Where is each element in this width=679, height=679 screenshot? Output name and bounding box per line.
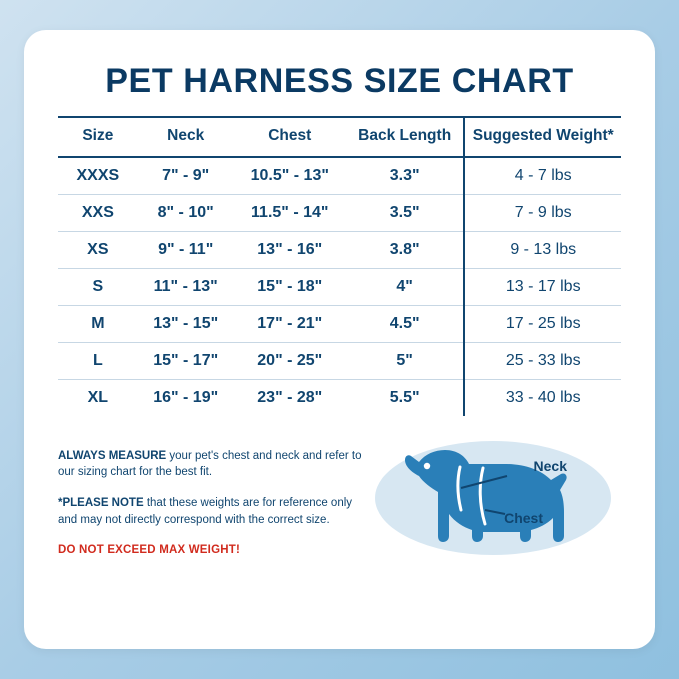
page-title: PET HARNESS SIZE CHART [105, 62, 574, 100]
cell-suggested-weight: 25 - 33 lbs [464, 342, 621, 379]
label-chest: Chest [504, 509, 543, 526]
cell-size: XXXS [58, 157, 138, 195]
cell-back-length: 5" [346, 342, 465, 379]
cell-neck: 16" - 19" [153, 388, 219, 406]
cell-chest: 17" - 21" [234, 305, 346, 342]
table-row [58, 305, 621, 342]
cell-chest: 10.5" - 13" [234, 157, 346, 195]
dog-diagram [373, 432, 621, 629]
note-please [58, 495, 373, 528]
table-row [58, 268, 621, 305]
cell-back-length: 3.5" [346, 194, 465, 231]
table-header [58, 118, 621, 157]
table-header-row [58, 118, 621, 157]
cell-suggested-weight: 4 - 7 lbs [464, 157, 621, 195]
cell-chest: 15" - 18" [234, 268, 346, 305]
footer-section [58, 432, 621, 629]
cell-chest: 13" - 16" [234, 231, 346, 268]
table-body [58, 157, 621, 416]
cell-size: XXS [58, 194, 138, 231]
cell-size: XL [87, 388, 109, 406]
cell-suggested-weight: 13 - 17 lbs [464, 268, 621, 305]
table-row [58, 157, 621, 195]
note-measure-strong: ALWAYS MEASURE [58, 449, 167, 462]
column-header-suggested-weight: Suggested Weight* [464, 118, 621, 157]
column-header-back-length: Back Length [346, 118, 465, 157]
table-row [58, 379, 621, 416]
label-neck: Neck [533, 457, 567, 474]
cell-size: XS [58, 231, 138, 268]
cell-size: L [58, 342, 138, 379]
cell-back-length: 3.3" [346, 157, 465, 195]
cell-suggested-weight: 9 - 13 lbs [464, 231, 621, 268]
table-row [58, 231, 621, 268]
cell-suggested-weight: 17 - 25 lbs [464, 305, 621, 342]
cell-chest: 23" - 28" [257, 388, 323, 406]
notes-block [58, 432, 373, 629]
note-please-rest: that these weights are for reference only and may not directly correspond with the correct size. [58, 497, 353, 526]
size-chart-card [24, 30, 655, 649]
cell-size: M [58, 305, 138, 342]
cell-suggested-weight: 7 - 9 lbs [464, 194, 621, 231]
cell-suggested-weight: 33 - 40 lbs [464, 379, 621, 416]
table-row [58, 342, 621, 379]
column-header-chest: Chest [234, 118, 346, 157]
note-measure-rest: your pet's chest and neck and refer to our sizing chart for the best fit. [58, 449, 362, 479]
cell-neck: 15" - 17" [138, 342, 234, 379]
warning-text: DO NOT EXCEED MAX WEIGHT! [58, 544, 240, 557]
cell-chest: 20" - 25" [234, 342, 346, 379]
size-chart-table [58, 118, 621, 416]
cell-chest: 11.5" - 14" [234, 194, 346, 231]
cell-back-length: 4.5" [346, 305, 465, 342]
column-header-neck: Neck [138, 118, 234, 157]
cell-neck: 9" - 11" [138, 231, 234, 268]
table-row [58, 194, 621, 231]
cell-neck: 11" - 13" [138, 268, 234, 305]
cell-back-length: 3.8" [346, 231, 465, 268]
cell-neck: 7" - 9" [138, 157, 234, 195]
note-measure [58, 448, 373, 481]
cell-size: S [58, 268, 138, 305]
cell-neck: 8" - 10" [138, 194, 234, 231]
note-please-strong: *PLEASE NOTE [58, 497, 144, 510]
column-header-size: Size [58, 118, 138, 157]
cell-back-length: 4" [346, 268, 465, 305]
dog-illustration-icon [365, 432, 615, 567]
cell-neck: 13" - 15" [138, 305, 234, 342]
cell-back-length: 5.5" [389, 388, 420, 406]
